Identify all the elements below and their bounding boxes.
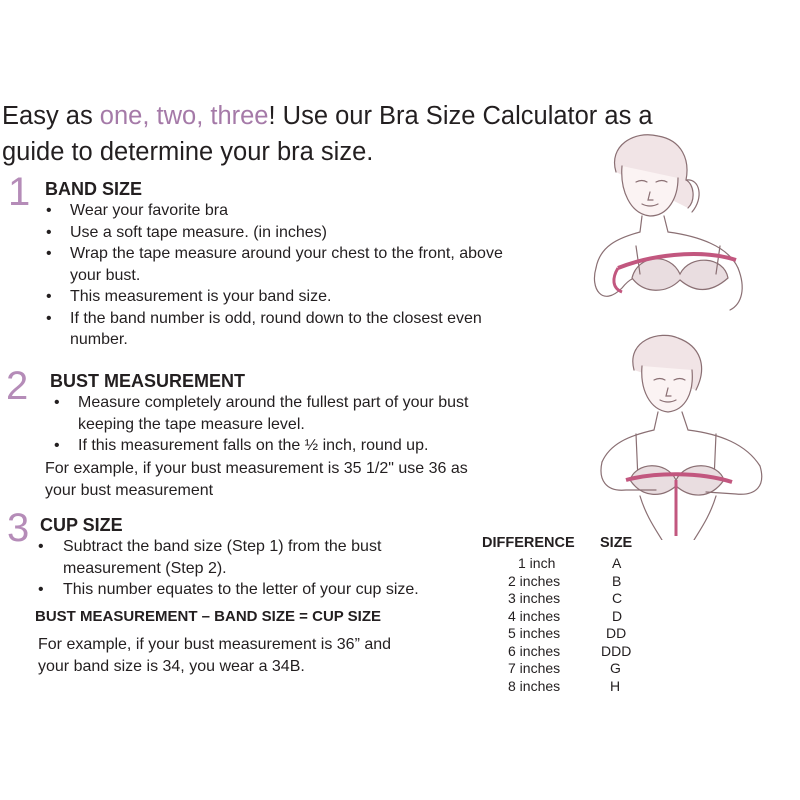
step-2-number: 2 — [6, 364, 29, 408]
list-item: • Wrap the tape measure around your chest to the front, above your bust. — [44, 243, 514, 286]
table-row — [482, 660, 660, 678]
woman-measuring-band-illustration — [578, 128, 760, 328]
table-cell: A — [612, 555, 622, 571]
table-cell: 4 inches — [508, 607, 561, 624]
cup-size-formula: BUST MEASUREMENT – BAND SIZE = CUP SIZE — [35, 608, 382, 625]
list-item: • Subtract the band size (Step 1) from the bust measurement (Step 2). — [36, 536, 383, 579]
table-row — [482, 573, 660, 591]
column-header-difference: DIFFERENCE — [482, 535, 575, 551]
table-row — [482, 678, 660, 696]
table-row — [482, 625, 660, 643]
step-2-bullets — [52, 392, 502, 457]
table-cell: DD — [606, 625, 627, 641]
intro-accent-text: one, two, three — [99, 102, 269, 130]
table-cell: 2 inches — [508, 572, 561, 589]
step-2-example: For example, if your bust measurement is 35 1/2" use 36 as your bust measurement — [45, 460, 468, 499]
list-item: • Measure completely around the fullest part of your bust keeping the tape measure level. — [52, 392, 502, 435]
step-1-bullets — [44, 200, 514, 351]
table-row — [482, 555, 660, 573]
step-2-title: BUST MEASUREMENT — [50, 371, 246, 391]
step-3-bullets — [36, 536, 456, 601]
table-cell: D — [612, 607, 623, 624]
column-header-size: SIZE — [600, 535, 633, 551]
table-row — [482, 608, 660, 626]
step-1-number: 1 — [8, 170, 31, 214]
list-item: • If this measurement falls on the ½ inch, round up. — [52, 435, 502, 457]
intro-text-start: Easy as — [2, 102, 100, 130]
list-item: • Use a soft tape measure. (in inches) — [44, 222, 514, 244]
table-cell: 7 inches — [508, 660, 561, 676]
step-1-title: BAND SIZE — [45, 179, 143, 199]
list-item: • If the band number is odd, round down to the closest even number. — [44, 308, 514, 351]
woman-measuring-bust-illustration — [596, 330, 776, 540]
list-item: • Wear your favorite bra — [44, 200, 514, 222]
table-cell: H — [610, 677, 621, 694]
table-cell: 5 inches — [508, 625, 561, 641]
table-cell: 3 inches — [508, 590, 561, 606]
table-cell: DDD — [601, 642, 632, 659]
table-cell: C — [612, 590, 623, 606]
step-3-title: CUP SIZE — [40, 515, 123, 535]
table-cell: 6 inches — [508, 642, 561, 659]
table-cell: 1 inch — [518, 555, 556, 571]
list-item: • This measurement is your band size. — [44, 286, 514, 308]
table-cell: 8 inches — [508, 677, 561, 694]
table-cell: G — [610, 660, 621, 676]
table-cell: B — [612, 572, 622, 589]
intro-text-end: ! Use our Bra Size Calculator as a guide to determine your bra size. — [2, 102, 653, 166]
table-row — [482, 643, 660, 661]
cup-size-table — [482, 535, 660, 695]
step-3-example: For example, if your bust measurement is 36” and your band size is 34, you wear a 34B. — [38, 636, 392, 675]
list-item: • This number equates to the letter of your cup size. — [36, 579, 456, 601]
step-3-number: 3 — [7, 506, 30, 550]
table-row — [482, 590, 660, 608]
